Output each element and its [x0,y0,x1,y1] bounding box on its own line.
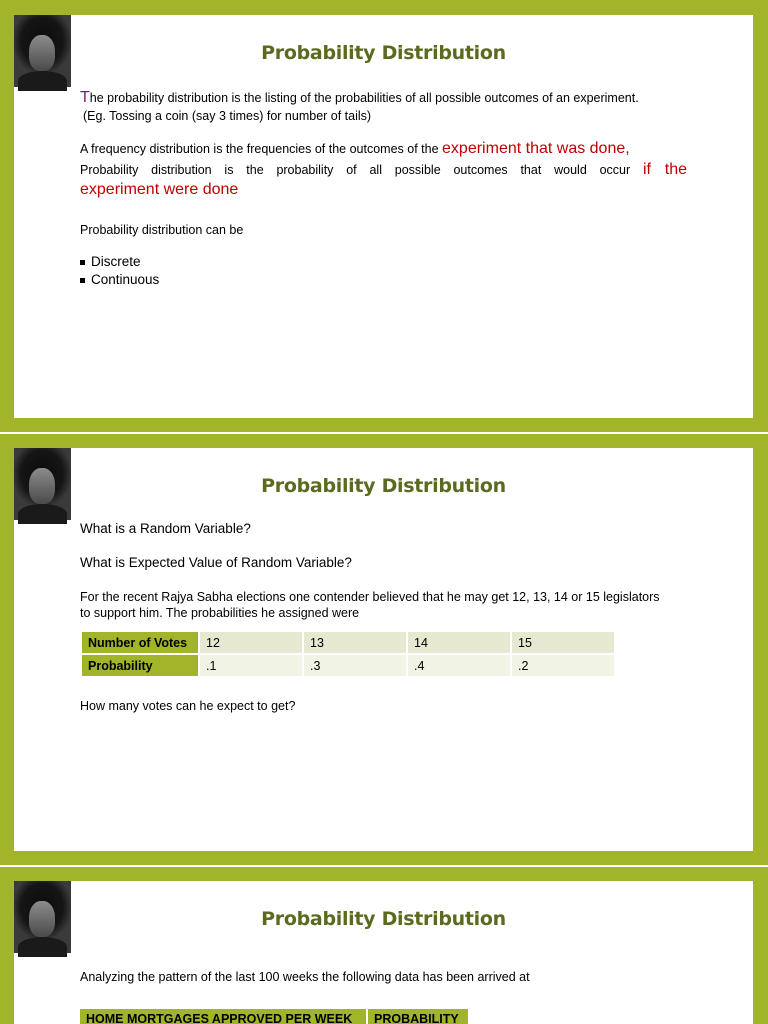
probability-definition: Probability distribution is the probability of all possible outcomes that would occur if the [80,161,687,178]
intro-text: The probability distribution is the listing of the probabilities of all possible outcomes of an experiment. [80,89,639,106]
table-header-cell: PROBABILITY [368,1009,468,1024]
table-cell: 14 [407,631,511,654]
type-list [80,253,159,289]
election-paragraph-line2: to support him. The probabilities he assigned were [80,606,360,620]
probability-definition-cont: experiment were done [80,181,239,198]
frequency-definition: A frequency distribution is the frequencies of the outcomes of the experiment that was done, [80,140,630,157]
slide-2 [14,448,753,851]
slide-3 [14,881,753,1024]
table-cell: 12 [199,631,303,654]
mortgage-table-header [80,1009,470,1024]
election-paragraph-line1: For the recent Rajya Sabha elections one contender believed that he may get 12, 13, 14 or 15 legislators [80,590,660,604]
table-cell: 15 [511,631,615,654]
list-item: Continuous [80,271,159,289]
votes-table [80,630,616,678]
question-expected-value: What is Expected Value of Random Variable? [80,555,352,570]
expected-votes-question: How many votes can he expect to get? [80,699,296,713]
slide-title: Probability Distribution [261,475,506,497]
mortgage-paragraph: Analyzing the pattern of the last 100 weeks the following data has been arrived at [80,970,530,984]
table-header-cell: Number of Votes [81,631,199,654]
can-be-text: Probability distribution can be [80,223,244,237]
table-cell: .1 [199,654,303,677]
list-item: Discrete [80,253,159,271]
table-row [81,631,615,654]
slide-title: Probability Distribution [261,908,506,930]
slide-1 [14,15,753,418]
table-row [81,654,615,677]
slide-title: Probability Distribution [261,42,506,64]
table-cell: .3 [303,654,407,677]
table-header-cell: HOME MORTGAGES APPROVED PER WEEK [80,1009,366,1024]
table-cell: 13 [303,631,407,654]
question-random-variable: What is a Random Variable? [80,521,251,536]
table-cell: .2 [511,654,615,677]
intro-example: (Eg. Tossing a coin (say 3 times) for number of tails) [83,109,372,123]
table-cell: .4 [407,654,511,677]
table-header-cell: Probability [81,654,199,677]
